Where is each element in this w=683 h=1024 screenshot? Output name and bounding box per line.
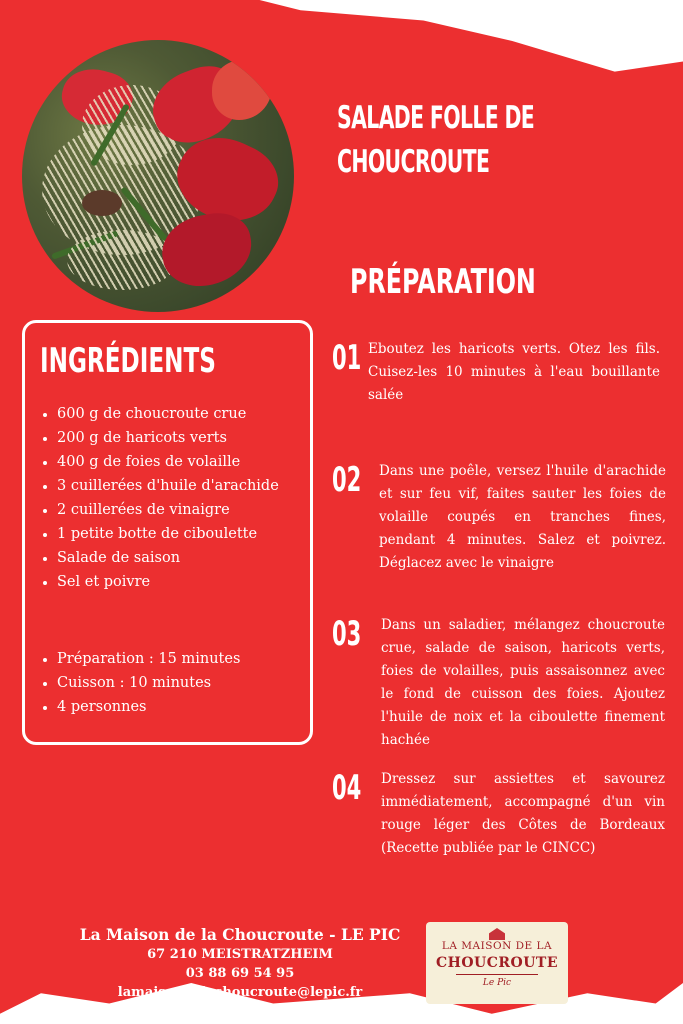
prep-time: • Préparation : 15 minutes <box>57 647 240 671</box>
ingredient-item: • 1 petite botte de ciboulette <box>57 522 279 546</box>
recipe-title-line-1: SALADE FOLLE DE <box>337 100 535 136</box>
logo-text-top: LA MAISON DE LA <box>441 940 553 952</box>
step-number: 04 <box>332 768 362 808</box>
footer-contact <box>60 925 420 1002</box>
radicchio-leaf <box>212 60 272 120</box>
recipe-title <box>337 96 548 184</box>
company-name: La Maison de la Choucroute - LE PIC <box>79 925 401 944</box>
step-number: 02 <box>332 460 362 500</box>
phone-number: 03 88 69 54 95 <box>185 966 295 981</box>
chicken-liver <box>82 190 122 216</box>
step-number: 01 <box>332 338 362 378</box>
cook-time: • Cuisson : 10 minutes <box>57 671 240 695</box>
preparation-heading: PRÉPARATION <box>350 262 536 302</box>
email-address[interactable]: lamaisondelachoucroute@lepic.fr <box>117 985 363 1000</box>
logo-text-middle: CHOUCROUTE <box>435 955 559 971</box>
ingredient-item: • 200 g de haricots verts <box>57 426 279 450</box>
ingredient-item: • Salade de saison <box>57 546 279 570</box>
ingredients-heading: INGRÉDIENTS <box>40 341 216 381</box>
ingredient-item: • Sel et poivre <box>57 570 279 594</box>
step-text: Eboutez les haricots verts. Otez les fils. Cuisez-les 10 minutes à l'eau bouillante salée <box>368 341 660 403</box>
recipe-info-list <box>40 647 240 719</box>
salad-photo <box>22 40 294 312</box>
step-number: 03 <box>332 614 362 654</box>
step-text: Dans un saladier, mélangez choucroute crue, salade de saison, haricots verts, foies de volailles, puis assaisonnez avec le fond de cuisson des foies. Ajoutez l'huile de noix et la ciboulette finement hachée <box>381 617 665 748</box>
logo-text-bottom: Le Pic <box>482 978 512 988</box>
recipe-title-line-2: CHOUCROUTE <box>337 144 490 180</box>
logo-divider <box>456 974 538 975</box>
servings: • 4 personnes <box>57 695 240 719</box>
ingredients-list <box>40 402 279 594</box>
step-text: Dressez sur assiettes et savourez immédiatement, accompagné d'un vin rouge léger des Côtes de Bordeaux (Recette publiée par le CINCC) <box>381 771 665 856</box>
ingredient-item: • 400 g de foies de volaille <box>57 450 279 474</box>
step-text: Dans une poêle, versez l'huile d'arachide et sur feu vif, faites sauter les foies de volaille coupés en tranches fines, pendant 4 minutes. Salez et poivrez. Déglacez avec le vinaigre <box>379 463 666 571</box>
ingredient-item: • 3 cuillerées d'huile d'arachide <box>57 474 279 498</box>
ingredient-item: • 600 g de choucroute crue <box>57 402 279 426</box>
brand-logo <box>426 922 568 1004</box>
house-icon <box>489 928 505 940</box>
ingredient-item: • 2 cuillerées de vinaigre <box>57 498 279 522</box>
address: 67 210 MEISTRATZHEIM <box>147 947 333 962</box>
sauerkraut-strands <box>67 230 177 290</box>
